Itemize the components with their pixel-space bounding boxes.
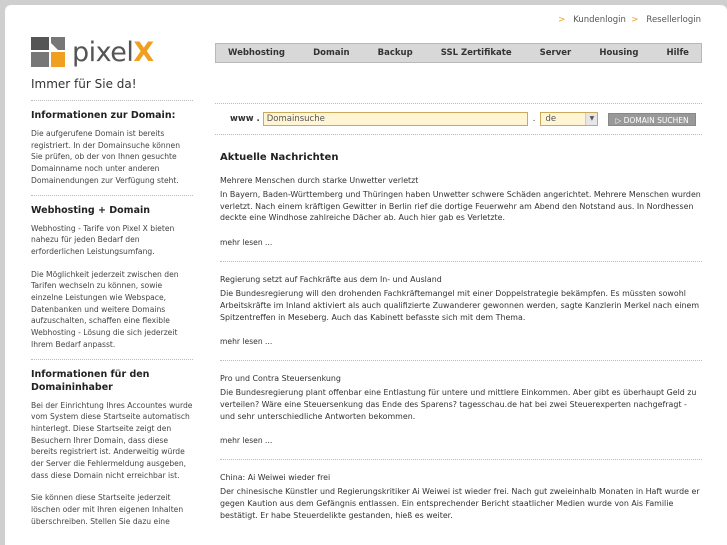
sidebar-paragraph: Die aufgerufene Domain ist bereits registriert. In der Domainsuche können Sie prüfen, ob der von Ihnen gesuchte Domainname noch unter anderen Domainendungen zur Verfügung steht. <box>31 129 181 185</box>
domain-search-form <box>215 104 702 134</box>
read-more-link[interactable]: mehr lesen ... <box>220 436 702 460</box>
main-nav <box>215 43 702 63</box>
news-item <box>220 472 702 521</box>
pixelx-logo-icon <box>31 37 67 67</box>
www-prefix: www . <box>230 114 260 124</box>
sidebar-section-title: Informationen zur Domain: <box>31 110 176 121</box>
tld-value: de <box>545 114 557 124</box>
page <box>5 5 727 545</box>
nav-hilfe[interactable]: Hilfe <box>666 48 689 58</box>
resellerlogin-link[interactable]: Resellerlogin <box>646 15 701 25</box>
news-item-title: China: Ai Weiwei wieder frei <box>220 473 331 483</box>
tagline: Immer für Sie da! <box>31 77 193 101</box>
news-item-text: Die Bundesregierung plant offenbar eine Entlastung für untere und mittlere Einkommen. Aber gibt es überhaupt Geld zu verteilen? Wäre eine Steuersenkung das Ende des Sparens? tagesschau.de hat bei zwei Steuerexperten nachgefragt - und sehr unterschiedliche Antworten bekommen. <box>220 388 697 421</box>
news-item-title: Regierung setzt auf Fachkräfte aus dem In- und Ausland <box>220 275 442 285</box>
sidebar-section-title: Webhosting + Domain <box>31 204 151 216</box>
sidebar-section-title: Informationen für den Domaininhaber <box>31 368 150 393</box>
tld-select[interactable] <box>540 112 598 126</box>
kundenlogin-link[interactable]: Kundenlogin <box>573 15 626 25</box>
nav-backup[interactable]: Backup <box>377 48 413 58</box>
news-item-text: Die Bundesregierung will den drohenden Fachkräftemangel mit einer Doppelstrategie bekämpfen. Es müssten sowohl Arbeitskräfte im Inland aktiviert als auch qualifizierte Zuwanderer gewonnen werden, sagte Kanzlerin Merkel nach einem Spitzentreffen in Meseberg. Auch das Kabinett befasste sich mit dem Thema. <box>220 289 700 322</box>
top-links <box>558 15 701 25</box>
sidebar <box>31 77 193 528</box>
news-item-text: Der chinesische Künstler und Regierungskritiker Ai Weiwei ist wieder frei. Nach gut zweieinhalb Monaten in Haft wurde er gegen Kaution aus dem Gefängnis entlassen. Ein entsprechender Bericht staatlicher Medien wurde von Ais Familie bestätigt. Er habe Steuerdelikte gestanden, hieß es weiter. <box>220 487 700 520</box>
nav-webhosting[interactable]: Webhosting <box>228 48 285 58</box>
main-content <box>215 103 702 135</box>
news-item <box>220 274 702 361</box>
news-section <box>220 152 702 521</box>
nav-housing[interactable]: Housing <box>599 48 639 58</box>
news-item-title: Pro und Contra Steuersenkung <box>220 374 341 384</box>
news-heading: Aktuelle Nachrichten <box>220 152 339 163</box>
news-item <box>220 175 702 262</box>
chevron-right-icon: > <box>631 15 639 25</box>
logo-text: pixelX <box>72 36 154 68</box>
sidebar-section-owner-info <box>31 368 193 528</box>
chevron-right-icon: > <box>558 15 566 25</box>
nav-ssl-zertifikate[interactable]: SSL Zertifikate <box>440 48 512 58</box>
news-item-title: Mehrere Menschen durch starke Unwetter verletzt <box>220 176 419 185</box>
domain-search-input[interactable] <box>263 112 528 126</box>
read-more-link[interactable]: mehr lesen ... <box>220 238 702 262</box>
sidebar-paragraph: Sie können diese Startseite jederzeit löschen oder mit Ihren eigenen Inhalten überschreiben. Stellen Sie dazu eine <box>31 493 184 526</box>
logo[interactable] <box>31 36 154 68</box>
divider <box>215 134 702 135</box>
play-icon: ▷ <box>615 115 624 125</box>
sidebar-paragraph: Bei der Einrichtung Ihres Accountes wurde vom System diese Startseite automatisch hinterlegt. Diese Startseite zeigt den Besuchern Ihrer Domain, dass diese bereits registriert ist. Anderweitig würde der Server die Fehlermeldung ausgeben, dass diese Domain nicht erreichbar ist. <box>31 400 193 480</box>
nav-domain[interactable]: Domain <box>313 48 350 58</box>
news-item <box>220 373 702 460</box>
tld-separator: . <box>532 114 536 124</box>
chevron-down-icon[interactable]: ▼ <box>585 113 597 125</box>
nav-server[interactable]: Server <box>539 48 572 58</box>
domain-search-button[interactable]: ▷ DOMAIN SUCHEN <box>608 113 695 126</box>
sidebar-section-domain-info <box>31 109 193 196</box>
sidebar-section-webhosting <box>31 204 193 360</box>
news-item-text: In Bayern, Baden-Württemberg und Thüringen haben Unwetter schwere Schäden angerichtet. Mehrere Menschen wurden verletzt. Nach einem kräftigen Gewitter in Berlin rief die dortige Feuerwehr am Abend den Notstand aus. In Nordhessen deckte eine Windhose zahlreiche Dächer ab. Auch hier gab es Verletzte. <box>220 190 701 223</box>
sidebar-paragraph: Die Möglichkeit jederzeit zwischen den Tarifen wechseln zu können, sowie einzelne Leistungen wie Webspace, Datenbanken und weitere Domains aufzuschalten, schaffen eine flexible Webhosting - Lösung die sich jederzeit Ihrem Bedarf anpasst. <box>31 269 179 349</box>
read-more-link[interactable]: mehr lesen ... <box>220 337 702 361</box>
sidebar-paragraph: Webhosting - Tarife von Pixel X bieten nahezu für jeden Bedarf den erforderlichen Leistungsumfang. <box>31 223 175 256</box>
